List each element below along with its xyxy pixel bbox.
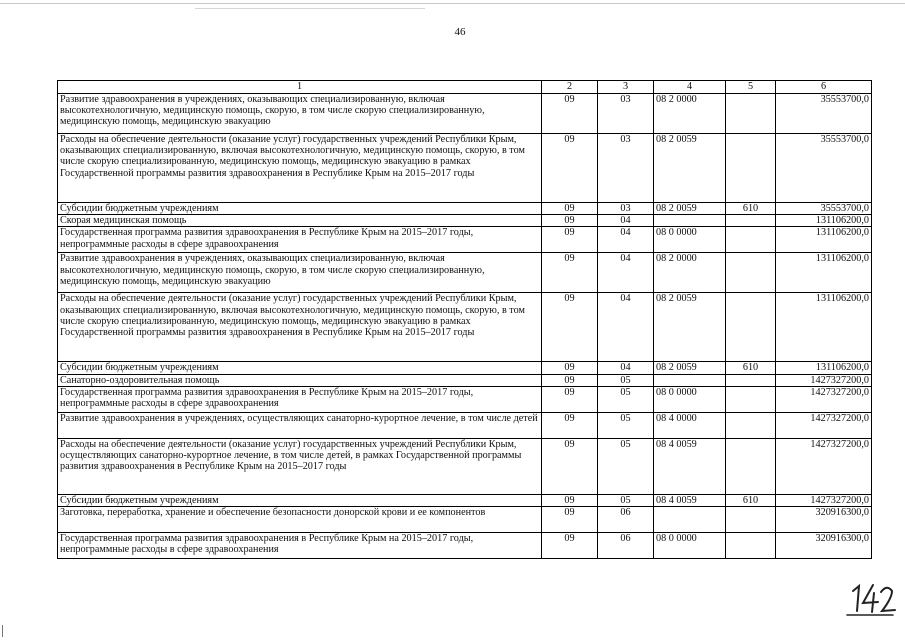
row-section: 09 [542,533,598,559]
row-name: Заготовка, переработка, хранение и обеспечение безопасности донорской крови и ее компонентов [58,507,542,533]
table-row [58,533,872,559]
row-expense-type [726,507,776,533]
header-col-4: 4 [654,81,726,94]
row-target-article: 08 2 0059 [654,134,726,203]
row-target-article: 08 0 0000 [654,533,726,559]
row-expense-type [726,386,776,412]
row-expense-type: 610 [726,362,776,374]
row-amount: 320916300,0 [776,507,872,533]
row-subsection: 05 [598,386,654,412]
row-subsection: 05 [598,494,654,506]
row-section: 09 [542,293,598,362]
row-target-article: 08 4 0059 [654,438,726,494]
row-name: Государственная программа развития здравоохранения в Республике Крым на 2015–2017 годы, непрограммные расходы в сфере здравоохранения [58,386,542,412]
page-number: 46 [454,26,466,38]
row-subsection: 03 [598,94,654,134]
row-section: 09 [542,215,598,227]
row-target-article: 08 2 0000 [654,253,726,293]
row-amount: 131106200,0 [776,253,872,293]
row-target-article: 08 2 0059 [654,203,726,215]
row-expense-type [726,253,776,293]
row-subsection: 05 [598,438,654,494]
header-col-5: 5 [726,81,776,94]
budget-table [57,80,872,559]
row-target-article [654,374,726,386]
handwritten-page-mark [845,581,897,617]
row-section: 09 [542,386,598,412]
row-amount: 35553700,0 [776,203,872,215]
row-name: Государственная программа развития здравоохранения в Республике Крым на 2015–2017 годы, непрограммные расходы в сфере здравоохранения [58,227,542,253]
row-target-article: 08 4 0059 [654,494,726,506]
table-row [58,215,872,227]
row-amount: 35553700,0 [776,134,872,203]
row-expense-type [726,412,776,438]
row-name: Развитие здравоохранения в учреждениях, оказывающих специализированную, включая высокотехнологичную, медицинскую помощь, скорую, в том числе скорую специализированную, медицинскую помощь, медицинскую эвакуацию [58,94,542,134]
row-name: Санаторно-оздоровительная помощь [58,374,542,386]
row-amount: 1427327200,0 [776,412,872,438]
row-expense-type [726,293,776,362]
table-row [58,293,872,362]
row-section: 09 [542,412,598,438]
row-target-article [654,507,726,533]
row-expense-type [726,94,776,134]
row-amount: 1427327200,0 [776,386,872,412]
row-subsection: 04 [598,227,654,253]
header-col-3: 3 [598,81,654,94]
row-subsection: 05 [598,412,654,438]
table-header [58,81,872,94]
table-row [58,507,872,533]
row-subsection: 04 [598,362,654,374]
header-col-2: 2 [542,81,598,94]
row-expense-type [726,533,776,559]
table-row [58,362,872,374]
row-expense-type: 610 [726,494,776,506]
row-amount: 131106200,0 [776,215,872,227]
row-section: 09 [542,507,598,533]
row-section: 09 [542,374,598,386]
row-section: 09 [542,494,598,506]
row-amount: 1427327200,0 [776,494,872,506]
row-subsection: 03 [598,203,654,215]
row-amount: 1427327200,0 [776,374,872,386]
row-amount: 1427327200,0 [776,438,872,494]
scan-margin-mark [2,625,3,637]
table-body [58,94,872,559]
row-target-article: 08 0 0000 [654,386,726,412]
row-target-article: 08 0 0000 [654,227,726,253]
row-name: Расходы на обеспечение деятельности (оказание услуг) государственных учреждений Республики Крым, оказывающих специализированную, включая высокотехнологичную, медицинскую помощь, скорую, в том числе скорую специализированную, медицинскую помощь, медицинскую эвакуацию в рамках Государственной программы развития здравоохранения в Республике Крым на 2015–2017 годы [58,293,542,362]
table-row [58,494,872,506]
row-section: 09 [542,227,598,253]
row-subsection: 03 [598,134,654,203]
row-name: Государственная программа развития здравоохранения в Республике Крым на 2015–2017 годы, непрограммные расходы в сфере здравоохранения [58,533,542,559]
row-section: 09 [542,253,598,293]
table-row [58,412,872,438]
top-scan-rule-short [195,8,425,9]
row-name: Расходы на обеспечение деятельности (оказание услуг) государственных учреждений Республики Крым, оказывающих специализированную, включая высокотехнологичную, медицинскую помощь, скорую, в том числе скорую специализированную, медицинскую помощь, медицинскую эвакуацию в рамках Государственной программы развития здравоохранения в Республике Крым на 2015–2017 годы [58,134,542,203]
header-col-1: 1 [58,81,542,94]
row-subsection: 06 [598,507,654,533]
header-col-6: 6 [776,81,872,94]
table-row [58,203,872,215]
row-subsection: 05 [598,374,654,386]
row-expense-type [726,134,776,203]
row-section: 09 [542,362,598,374]
row-name: Скорая медицинская помощь [58,215,542,227]
row-amount: 320916300,0 [776,533,872,559]
row-section: 09 [542,134,598,203]
table-row [58,134,872,203]
top-scan-rule [0,3,905,4]
row-amount: 131106200,0 [776,227,872,253]
row-name: Развитие здравоохранения в учреждениях, оказывающих специализированную, включая высокотехнологичную, медицинскую помощь, скорую, в том числе скорую специализированную, медицинскую помощь, медицинскую эвакуацию [58,253,542,293]
row-target-article: 08 2 0059 [654,362,726,374]
row-expense-type [726,215,776,227]
row-expense-type [726,374,776,386]
row-section: 09 [542,203,598,215]
row-target-article [654,215,726,227]
row-expense-type [726,438,776,494]
row-expense-type [726,227,776,253]
row-name: Развитие здравоохранения в учреждениях, осуществляющих санаторно-курортное лечение, в том числе детей [58,412,542,438]
table-row [58,94,872,134]
row-amount: 131106200,0 [776,293,872,362]
row-expense-type: 610 [726,203,776,215]
table-row [58,374,872,386]
row-section: 09 [542,438,598,494]
row-amount: 35553700,0 [776,94,872,134]
row-subsection: 06 [598,533,654,559]
row-amount: 131106200,0 [776,362,872,374]
table-row [58,253,872,293]
row-name: Субсидии бюджетным учреждениям [58,362,542,374]
table-row [58,386,872,412]
row-name: Расходы на обеспечение деятельности (оказание услуг) государственных учреждений Республики Крым, осуществляющих санаторно-курортное лечение, в том числе детей, в рамках Государственной программы развития здравоохранения в Республике Крым на 2015–2017 годы [58,438,542,494]
row-target-article: 08 2 0059 [654,293,726,362]
row-target-article: 08 2 0000 [654,94,726,134]
row-name: Субсидии бюджетным учреждениям [58,203,542,215]
row-subsection: 04 [598,253,654,293]
row-subsection: 04 [598,293,654,362]
table-row [58,227,872,253]
row-name: Субсидии бюджетным учреждениям [58,494,542,506]
row-target-article: 08 4 0000 [654,412,726,438]
row-section: 09 [542,94,598,134]
row-subsection: 04 [598,215,654,227]
table-row [58,438,872,494]
header-row [58,81,872,94]
